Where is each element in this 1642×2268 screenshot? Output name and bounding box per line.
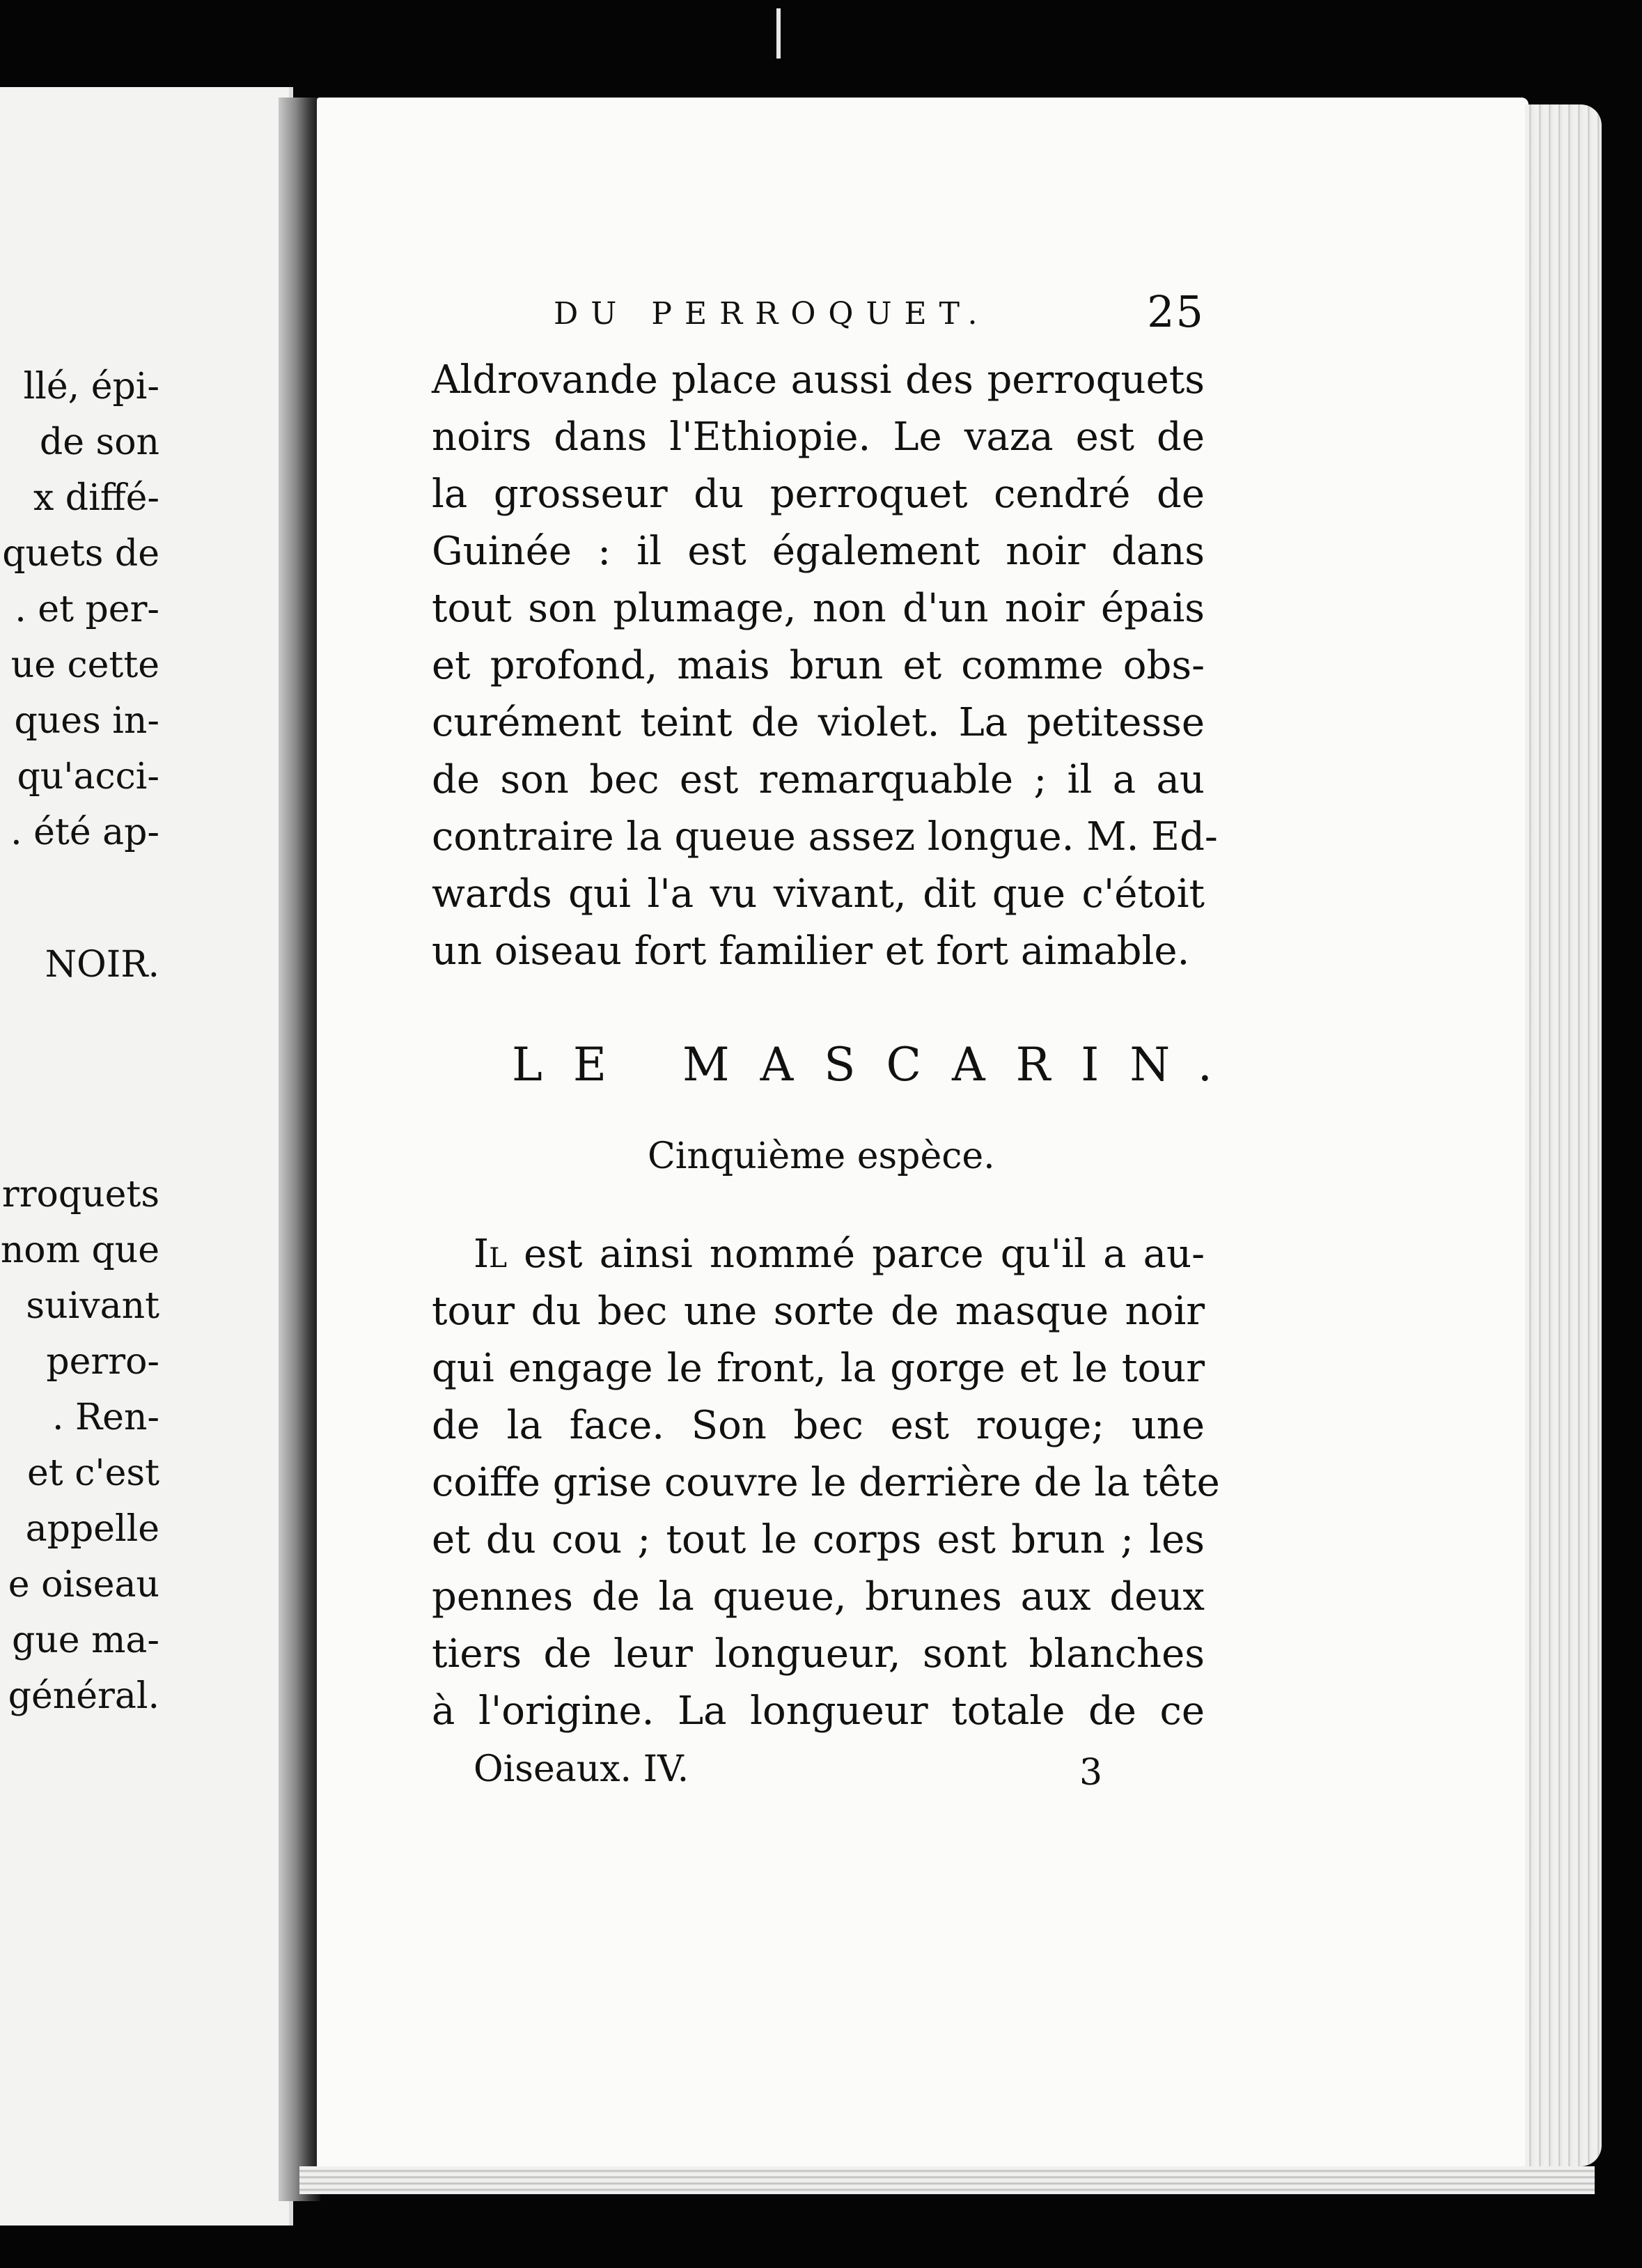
- drop-cap: Il: [474, 1232, 508, 1277]
- left-page-text: [0, 87, 289, 2226]
- text-line: noirs dans l'Ethiopie. Le vaza est de: [432, 414, 1205, 460]
- left-line: nom que: [0, 1229, 159, 1271]
- text-line: pennes de la queue, brunes aux deux: [432, 1574, 1205, 1620]
- left-line: e oiseau: [8, 1564, 159, 1606]
- running-head-title: DU PERROQUET.: [554, 296, 990, 332]
- section-title: LE MASCARIN.: [512, 1038, 1243, 1092]
- signature-number: 3: [1079, 1752, 1103, 1794]
- text-line: la grosseur du perroquet cendré de: [432, 472, 1205, 517]
- left-line: de son: [39, 421, 159, 463]
- text-line: coiffe grise couvre le derrière de la tête: [432, 1460, 1220, 1505]
- left-line: perro-: [46, 1341, 159, 1383]
- left-line: x diffé-: [33, 477, 159, 519]
- section-subtitle: Cinquième espèce.: [648, 1135, 995, 1177]
- left-line: gue ma-: [12, 1620, 159, 1661]
- text-line: tiers de leur longueur, sont blanches: [432, 1631, 1205, 1677]
- left-line: llé, épi-: [23, 366, 159, 407]
- text-line: de la face. Son bec est rouge; une: [432, 1403, 1205, 1448]
- left-line: appelle: [25, 1508, 159, 1550]
- text-line: curément teint de violet. La petitesse: [432, 700, 1205, 745]
- text-line: Guinée : il est également noir dans: [432, 529, 1205, 574]
- page-number: 25: [1147, 286, 1205, 337]
- left-line: quets de: [2, 533, 159, 575]
- printer-signature: Oiseaux. IV.: [474, 1748, 689, 1790]
- left-section-heading: NOIR.: [45, 944, 159, 986]
- left-line: . et per-: [15, 589, 159, 630]
- page-edges-right: [1525, 104, 1602, 2166]
- left-line: qu'acci-: [17, 756, 159, 798]
- text-line: qui engage le front, la gorge et le tour: [432, 1346, 1205, 1391]
- text-line: tout son plumage, non d'un noir épais: [432, 586, 1205, 631]
- text-line: à l'origine. La longueur totale de ce: [432, 1688, 1205, 1734]
- left-line: ques in-: [14, 700, 159, 742]
- left-line: suivant: [26, 1285, 159, 1327]
- text-line-first: [474, 1226, 1205, 1283]
- text-line: contraire la queue assez longue. M. Ed-: [432, 814, 1218, 860]
- text-line: Aldrovande place aussi des perroquets: [432, 357, 1205, 403]
- book-gutter: [279, 98, 320, 2201]
- text-line: et profond, mais brun et comme obs-: [432, 643, 1205, 688]
- first-line-rest: est ainsi nommé parce qu'il a au-: [507, 1232, 1205, 1277]
- text-line: et du cou ; tout le corps est brun ; les: [432, 1517, 1205, 1562]
- page-edges-bottom: [299, 2166, 1595, 2194]
- left-line: rroquets: [1, 1174, 159, 1215]
- left-line: . Ren-: [52, 1397, 159, 1438]
- text-line: un oiseau fort familier et fort aimable.: [432, 929, 1190, 974]
- left-line: général.: [8, 1675, 159, 1717]
- scan-mark: [776, 8, 781, 59]
- text-line: de son bec est remarquable ; il a au: [432, 757, 1205, 802]
- left-page: [0, 87, 293, 2226]
- left-line: ue cette: [10, 644, 159, 686]
- left-line: . été ap-: [10, 811, 159, 853]
- text-line: wards qui l'a vu vivant, dit que c'étoit: [432, 871, 1205, 917]
- left-line: et c'est: [27, 1452, 159, 1494]
- running-head: [554, 286, 1205, 337]
- text-line: tour du bec une sorte de masque noir: [432, 1289, 1205, 1334]
